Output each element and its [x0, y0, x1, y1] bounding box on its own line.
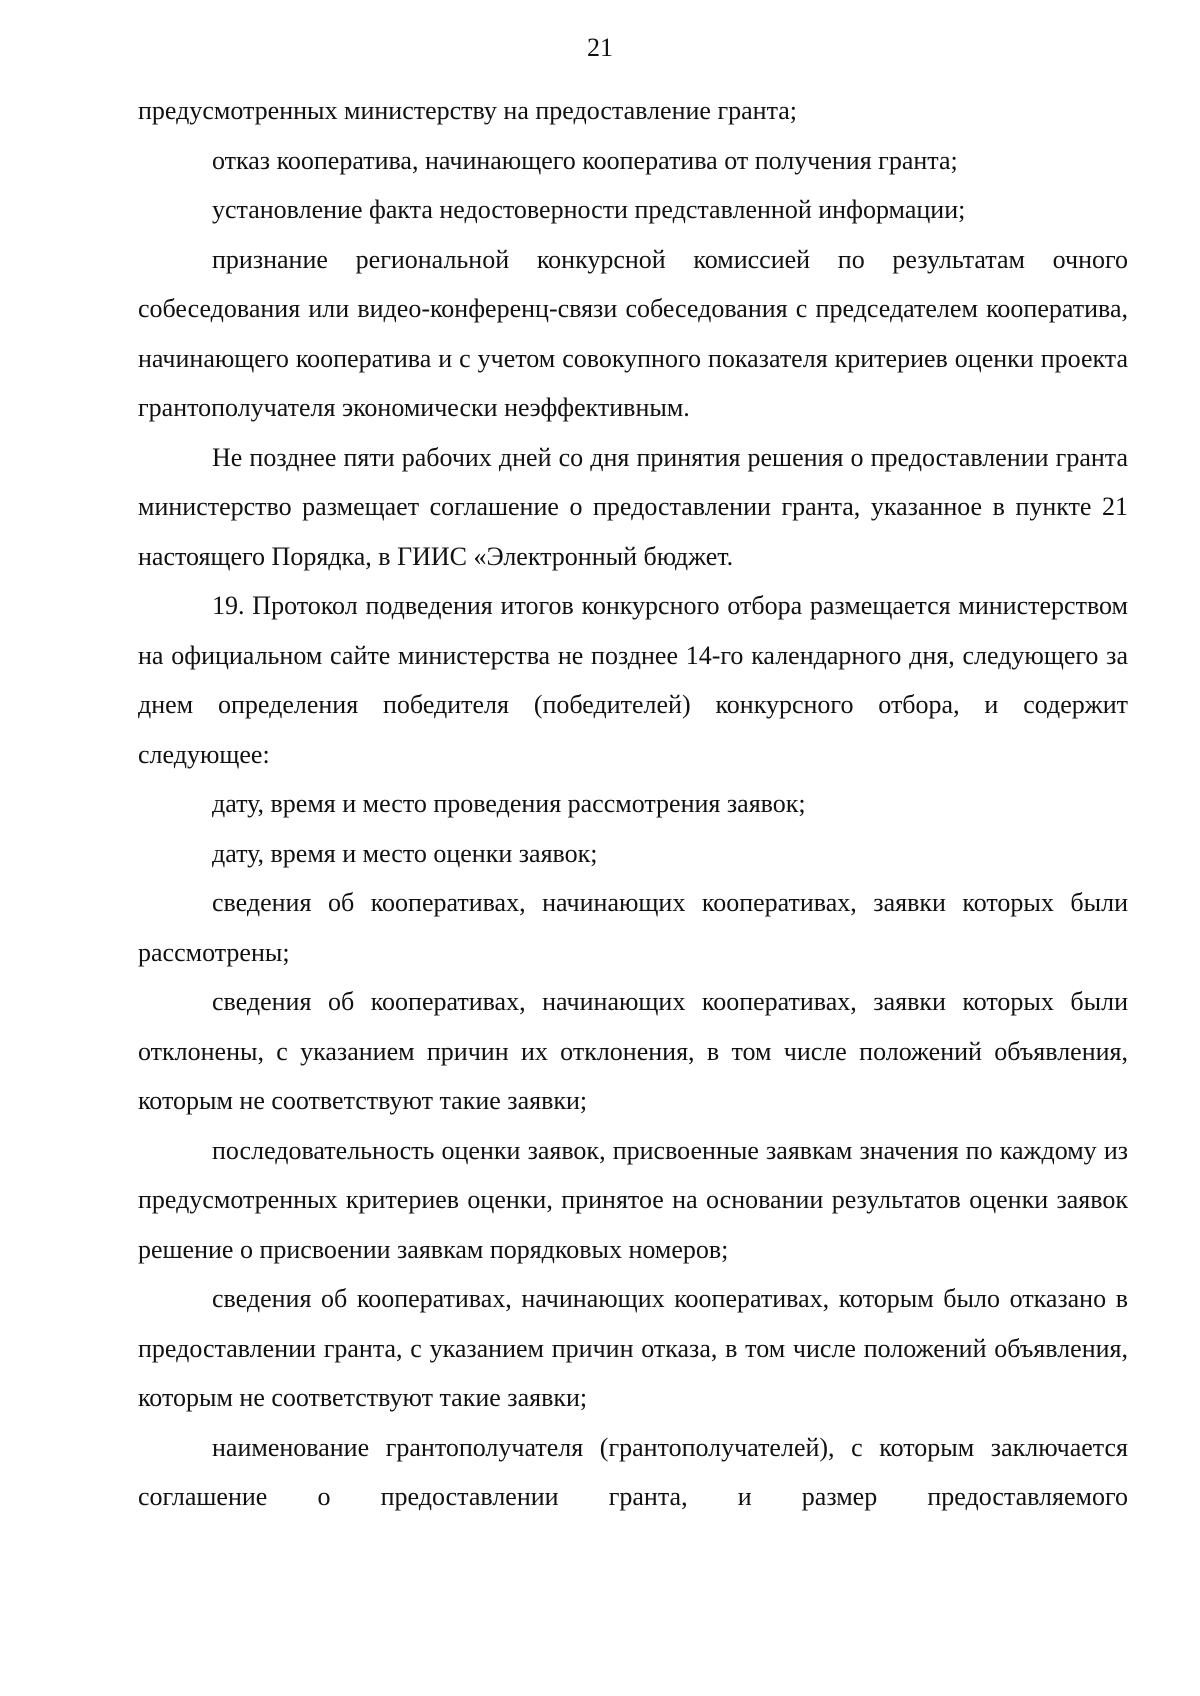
list-item-grant-recipient: наименование грантополучателя (грантополучателей), с которым заключается соглашение о предоставлении гранта, и размер предоставляемого: [138, 1432, 1128, 1511]
list-item-rejected-applications: сведения об кооперативах, начинающих кооперативах, заявки которых были отклонены, с указанием причин их отклонения, в том числе положений объявления, которым не соответствуют такие заявки;: [138, 987, 1128, 1115]
list-item-evaluation-sequence: последовательность оценки заявок, присвоенные заявкам значения по каждому из предусмотренных критериев оценки, принятое на основании результатов оценки заявок решение о присвоении заявкам порядковых номеров;: [138, 1135, 1128, 1264]
paragraph-false-information: установление факта недостоверности представленной информации;: [212, 195, 966, 224]
list-item-evaluation-date: дату, время и место оценки заявок;: [212, 838, 598, 868]
paragraph-agreement-posting: Не позднее пяти рабочих дней со дня принятия решения о предоставлении гранта министерство размещает соглашение о предоставлении гранта, указанное в пункте 21 настоящего Порядка, в ГИИС «Электронный бюджет.: [138, 442, 1128, 571]
document-body: [138, 86, 1128, 1522]
list-item-review-date: дату, время и место проведения рассмотрения заявок;: [212, 789, 806, 818]
paragraph-refusal: отказ кооператива, начинающего кооператива от получения гранта;: [212, 145, 958, 175]
paragraph-continuation: предусмотренных министерству на предоставление гранта;: [138, 96, 798, 125]
paragraph-19-protocol: 19. Протокол подведения итогов конкурсного отбора размещается министерством на официальном сайте министерства не позднее 14-го календарного дня, следующего за днем определения победителя (победителей) конкурсного отбора, и содержит следующее:: [138, 591, 1128, 769]
paragraph-inefficiency: признание региональной конкурсной комиссией по результатам очного собеседования или видео-конференц-связи собеседования с председателем кооператива, начинающего кооператива и с учетом совокупного показателя критериев оценки проекта грантополучателя экономически неэффективным.: [138, 244, 1128, 422]
list-item-refused-grants: сведения об кооперативах, начинающих кооперативах, которым было отказано в предоставлении гранта, с указанием причин отказа, в том числе положений объявления, которым не соответствуют такие заявки;: [138, 1284, 1128, 1412]
list-item-reviewed-applications: сведения об кооперативах, начинающих кооперативах, заявки которых были рассмотрены;: [138, 888, 1128, 967]
page-number: 21: [587, 33, 613, 62]
